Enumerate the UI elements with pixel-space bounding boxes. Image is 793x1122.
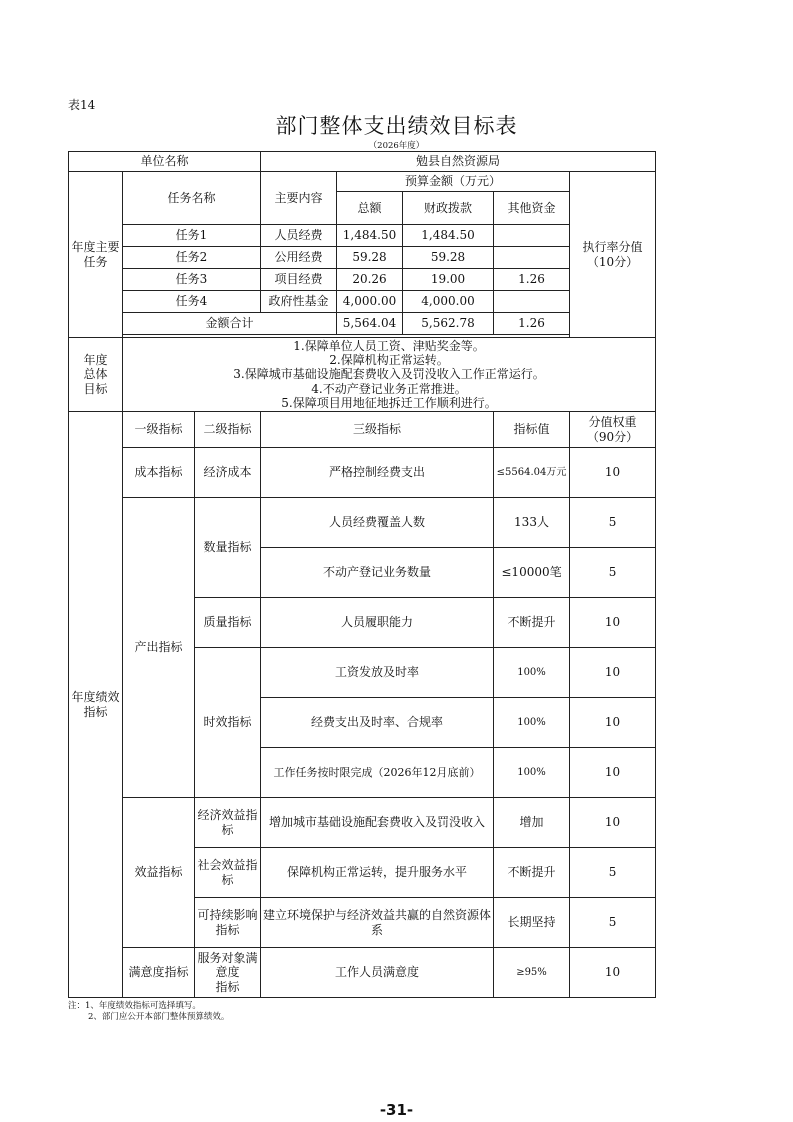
page-number: -31- <box>379 1101 414 1119</box>
weight-value: 5 <box>570 498 656 548</box>
footnote <box>68 1001 229 1022</box>
indicator-value: ≥95% <box>494 948 570 998</box>
note-line: 2、部门应公开本部门整体预算绩效。 <box>88 1011 230 1022</box>
level3-indicator: 增加城市基础设施配套费收入及罚没收入 <box>261 798 494 848</box>
level3-indicator: 人员经费覆盖人数 <box>261 498 494 548</box>
cost-indicator-label: 成本指标 <box>123 448 195 498</box>
task-content: 公用经费 <box>261 247 337 269</box>
weight-value: 5 <box>570 848 656 898</box>
task-other <box>494 225 570 247</box>
overall-goal-label: 年度 总体 目标 <box>69 338 123 412</box>
level3-indicator: 工作任务按时限完成（2026年12月底前） <box>261 748 494 798</box>
sum-fiscal: 5,562.78 <box>403 313 494 335</box>
sustainable-impact-label: 可持续影响指标 <box>195 898 261 948</box>
indicator-value: 不断提升 <box>494 598 570 648</box>
task-name: 任务4 <box>123 291 261 313</box>
indicator-value: 100% <box>494 748 570 798</box>
indicator-value: ≤5564.04万元 <box>494 448 570 498</box>
task-name: 任务3 <box>123 269 261 291</box>
amount-sum-label: 金额合计 <box>123 313 337 335</box>
goal-line: 1.保障单位人员工资、津贴奖金等。 <box>293 338 485 353</box>
indicator-value-header: 指标值 <box>494 412 570 448</box>
page-subtitle: （2026年度） <box>368 141 425 151</box>
weight-header: 分值权重 （90分） <box>570 412 656 448</box>
annual-tasks-label: 年度主要任务 <box>69 172 123 338</box>
level1-header: 一级指标 <box>123 412 195 448</box>
indicator-value: 100% <box>494 698 570 748</box>
main-content-header: 主要内容 <box>261 172 337 225</box>
unit-name-label: 单位名称 <box>69 152 261 172</box>
indicator-value: 增加 <box>494 798 570 848</box>
task-total: 1,484.50 <box>337 225 403 247</box>
indicator-value: 133人 <box>494 498 570 548</box>
level3-indicator: 经费支出及时率、合规率 <box>261 698 494 748</box>
table-number: 表14 <box>68 98 96 112</box>
task-fiscal: 4,000.00 <box>403 291 494 313</box>
economic-cost-label: 经济成本 <box>195 448 261 498</box>
unit-name-value: 勉县自然资源局 <box>261 152 656 172</box>
task-content: 人员经费 <box>261 225 337 247</box>
sum-total: 5,564.04 <box>337 313 403 335</box>
budget-total-header: 总额 <box>337 192 403 225</box>
weight-value: 10 <box>570 448 656 498</box>
performance-target-table <box>68 151 656 998</box>
task-other: 1.26 <box>494 269 570 291</box>
level3-indicator: 人员履职能力 <box>261 598 494 648</box>
budget-other-header: 其他资金 <box>494 192 570 225</box>
indicator-value: 长期坚持 <box>494 898 570 948</box>
level3-indicator: 工资发放及时率 <box>261 648 494 698</box>
service-satisfaction-label: 服务对象满意度 指标 <box>195 948 261 998</box>
indicator-value: ≤10000笔 <box>494 548 570 598</box>
goal-line: 5.保障项目用地征地拆迁工作顺利进行。 <box>281 396 497 411</box>
page-title: 部门整体支出绩效目标表 <box>275 114 518 138</box>
task-other <box>494 291 570 313</box>
goal-line: 3.保障城市基础设施配套费收入及罚没收入工作正常运行。 <box>233 367 545 382</box>
task-content: 项目经费 <box>261 269 337 291</box>
task-total: 20.26 <box>337 269 403 291</box>
sum-other: 1.26 <box>494 313 570 335</box>
goal-line: 4.不动产登记业务正常推进。 <box>311 381 467 396</box>
task-total: 59.28 <box>337 247 403 269</box>
task-fiscal: 19.00 <box>403 269 494 291</box>
weight-value: 10 <box>570 798 656 848</box>
task-fiscal: 1,484.50 <box>403 225 494 247</box>
weight-value: 10 <box>570 748 656 798</box>
level3-header: 三级指标 <box>261 412 494 448</box>
weight-value: 5 <box>570 898 656 948</box>
task-name: 任务2 <box>123 247 261 269</box>
performance-indicators-label: 年度绩效指标 <box>69 412 123 998</box>
level3-indicator: 不动产登记业务数量 <box>261 548 494 598</box>
level3-indicator: 严格控制经费支出 <box>261 448 494 498</box>
timeliness-indicator-label: 时效指标 <box>195 648 261 798</box>
level2-header: 二级指标 <box>195 412 261 448</box>
goal-line: 2.保障机构正常运转。 <box>329 352 449 367</box>
task-total: 4,000.00 <box>337 291 403 313</box>
task-content: 政府性基金 <box>261 291 337 313</box>
indicator-value: 不断提升 <box>494 848 570 898</box>
budget-fiscal-header: 财政拨款 <box>403 192 494 225</box>
weight-value: 10 <box>570 598 656 648</box>
level3-indicator: 工作人员满意度 <box>261 948 494 998</box>
indicator-value: 100% <box>494 648 570 698</box>
execution-rate-score: 执行率分值 （10分） <box>570 172 656 338</box>
weight-value: 10 <box>570 948 656 998</box>
budget-amount-header: 预算金额（万元） <box>337 172 570 192</box>
note-line: 注：1、年度绩效指标可选择填写。 <box>68 1001 201 1011</box>
satisfaction-indicator-label: 满意度指标 <box>123 948 195 998</box>
task-fiscal: 59.28 <box>403 247 494 269</box>
task-name: 任务1 <box>123 225 261 247</box>
weight-value: 10 <box>570 698 656 748</box>
output-indicator-label: 产出指标 <box>123 498 195 798</box>
level3-indicator: 保障机构正常运转，提升服务水平 <box>261 848 494 898</box>
weight-value: 5 <box>570 548 656 598</box>
quantity-indicator-label: 数量指标 <box>195 498 261 598</box>
task-name-header: 任务名称 <box>123 172 261 225</box>
quality-indicator-label: 质量指标 <box>195 598 261 648</box>
weight-value: 10 <box>570 648 656 698</box>
level3-indicator: 建立环境保护与经济效益共赢的自然资源体系 <box>261 898 494 948</box>
benefit-indicator-label: 效益指标 <box>123 798 195 948</box>
social-benefit-label: 社会效益指标 <box>195 848 261 898</box>
economic-benefit-label: 经济效益指标 <box>195 798 261 848</box>
overall-goal-list <box>123 338 656 412</box>
task-other <box>494 247 570 269</box>
